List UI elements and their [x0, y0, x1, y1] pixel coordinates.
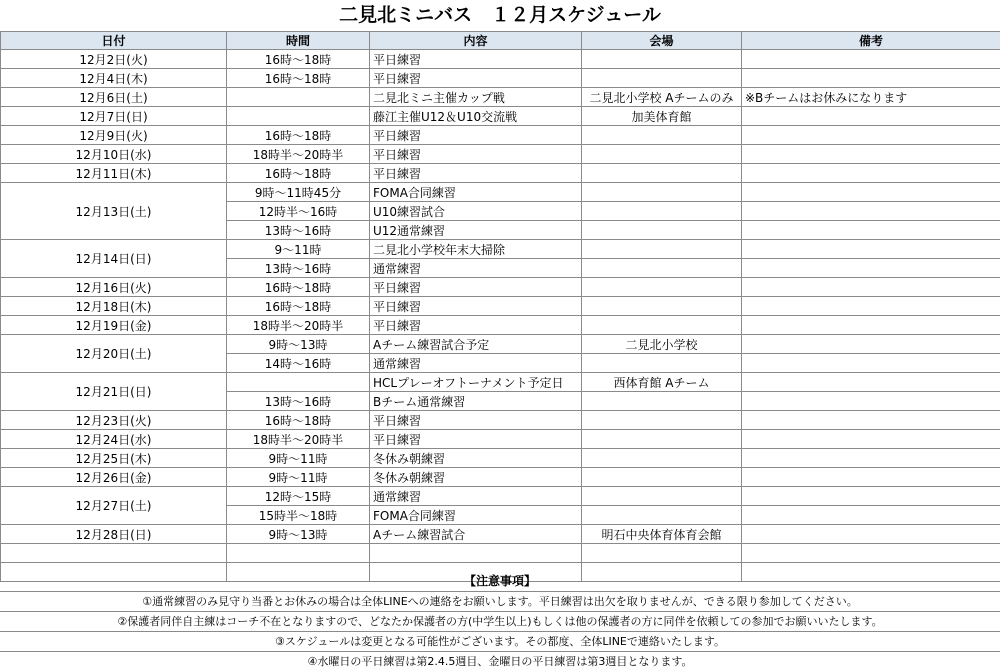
date-cell: 12月14日(日) — [1, 240, 227, 278]
content-cell: 平日練習 — [370, 430, 582, 449]
table-row — [1, 107, 1000, 126]
table-row — [1, 411, 1000, 430]
venue-cell: 西体育館 Aチーム — [582, 373, 742, 392]
time-cell — [227, 88, 370, 107]
content-cell: 平日練習 — [370, 297, 582, 316]
header-venue: 会場 — [582, 32, 742, 50]
time-cell: 9時～11時 — [227, 449, 370, 468]
venue-cell: 加美体育館 — [582, 107, 742, 126]
note-cell: ※Bチームはお休みになります — [742, 88, 1000, 107]
date-cell: 12月6日(土) — [1, 88, 227, 107]
table-row — [1, 373, 1000, 392]
content-cell: 平日練習 — [370, 69, 582, 88]
venue-cell — [582, 145, 742, 164]
note-item: ④水曜日の平日練習は第2.4.5週目、金曜日の平日練習は第3週目となります。 — [0, 651, 1000, 671]
venue-cell — [582, 50, 742, 69]
content-cell: Aチーム練習試合 — [370, 525, 582, 544]
header-content: 内容 — [370, 32, 582, 50]
notes-heading: 【注意事項】 — [0, 572, 1000, 591]
content-cell: FOMA合同練習 — [370, 506, 582, 525]
date-cell: 12月16日(火) — [1, 278, 227, 297]
content-cell: FOMA合同練習 — [370, 183, 582, 202]
date-cell: 12月20日(土) — [1, 335, 227, 373]
date-cell: 12月19日(金) — [1, 316, 227, 335]
time-cell: 9時～11時45分 — [227, 183, 370, 202]
time-cell: 16時～18時 — [227, 297, 370, 316]
venue-cell — [582, 278, 742, 297]
note-cell — [742, 297, 1000, 316]
venue-cell — [582, 449, 742, 468]
note-cell — [742, 50, 1000, 69]
date-cell: 12月18日(木) — [1, 297, 227, 316]
date-cell: 12月23日(火) — [1, 411, 227, 430]
content-cell: HCLプレーオフトーナメント予定日 — [370, 373, 582, 392]
empty-cell — [370, 544, 582, 563]
header-date: 日付 — [1, 32, 227, 50]
note-cell — [742, 354, 1000, 373]
content-cell: Aチーム練習試合予定 — [370, 335, 582, 354]
time-cell: 16時～18時 — [227, 126, 370, 145]
venue-cell — [582, 69, 742, 88]
time-cell: 15時半～18時 — [227, 506, 370, 525]
note-item: ①通常練習のみ見守り当番とお休みの場合は全体LINEへの連絡をお願いします。平日練習は出欠を取りませんが、できる限り参加してください。 — [0, 591, 1000, 611]
time-cell: 18時半～20時半 — [227, 430, 370, 449]
date-cell: 12月4日(木) — [1, 69, 227, 88]
note-cell — [742, 221, 1000, 240]
venue-cell — [582, 259, 742, 278]
table-row — [1, 183, 1000, 202]
content-cell: U10練習試合 — [370, 202, 582, 221]
venue-cell — [582, 183, 742, 202]
note-item: ③スケジュールは変更となる可能性がございます。その都度、全体LINEで連絡いたします。 — [0, 631, 1000, 651]
time-cell: 18時半～20時半 — [227, 316, 370, 335]
content-cell: 平日練習 — [370, 164, 582, 183]
time-cell: 16時～18時 — [227, 278, 370, 297]
table-row — [1, 240, 1000, 259]
date-cell: 12月10日(水) — [1, 145, 227, 164]
time-cell: 9時～11時 — [227, 468, 370, 487]
note-cell — [742, 506, 1000, 525]
content-cell: Bチーム通常練習 — [370, 392, 582, 411]
note-cell — [742, 335, 1000, 354]
time-cell: 12時～15時 — [227, 487, 370, 506]
time-cell — [227, 107, 370, 126]
time-cell: 9～11時 — [227, 240, 370, 259]
note-cell — [742, 164, 1000, 183]
table-row — [1, 335, 1000, 354]
venue-cell: 明石中央体育体育会館 — [582, 525, 742, 544]
venue-cell — [582, 468, 742, 487]
page-title: 二見北ミニバス １２月スケジュール — [0, 0, 1000, 30]
note-cell — [742, 183, 1000, 202]
notes-section — [0, 572, 1000, 671]
venue-cell — [582, 354, 742, 373]
table-row — [1, 278, 1000, 297]
empty-cell — [582, 544, 742, 563]
note-cell — [742, 373, 1000, 392]
content-cell: 平日練習 — [370, 316, 582, 335]
date-cell: 12月24日(水) — [1, 430, 227, 449]
table-row — [1, 468, 1000, 487]
table-row — [1, 145, 1000, 164]
time-cell: 13時～16時 — [227, 392, 370, 411]
header-row — [1, 32, 1000, 50]
date-cell: 12月2日(火) — [1, 50, 227, 69]
content-cell: 平日練習 — [370, 126, 582, 145]
content-cell: 冬休み朝練習 — [370, 449, 582, 468]
venue-cell — [582, 430, 742, 449]
content-cell: 平日練習 — [370, 411, 582, 430]
content-cell: 平日練習 — [370, 278, 582, 297]
note-item: ②保護者同伴自主練はコーチ不在となりますので、どなたか保護者の方(中学生以上)もしくは他の保護者の方に同伴を依頼しての参加でお願いいたします。 — [0, 611, 1000, 631]
table-row — [1, 449, 1000, 468]
note-cell — [742, 392, 1000, 411]
table-row — [1, 430, 1000, 449]
table-row — [1, 487, 1000, 506]
schedule-table — [0, 31, 1000, 582]
note-cell — [742, 468, 1000, 487]
note-cell — [742, 487, 1000, 506]
time-cell: 13時～16時 — [227, 259, 370, 278]
note-cell — [742, 525, 1000, 544]
date-cell: 12月21日(日) — [1, 373, 227, 411]
note-cell — [742, 69, 1000, 88]
venue-cell — [582, 221, 742, 240]
content-cell: 二見北小学校年末大掃除 — [370, 240, 582, 259]
note-cell — [742, 259, 1000, 278]
header-time: 時間 — [227, 32, 370, 50]
venue-cell — [582, 316, 742, 335]
header-note: 備考 — [742, 32, 1000, 50]
venue-cell — [582, 240, 742, 259]
venue-cell — [582, 126, 742, 145]
time-cell: 16時～18時 — [227, 50, 370, 69]
venue-cell: 二見北小学校 — [582, 335, 742, 354]
time-cell — [227, 373, 370, 392]
time-cell: 16時～18時 — [227, 164, 370, 183]
table-row — [1, 50, 1000, 69]
venue-cell — [582, 411, 742, 430]
table-row — [1, 164, 1000, 183]
date-cell: 12月27日(土) — [1, 487, 227, 525]
note-cell — [742, 126, 1000, 145]
date-cell: 12月9日(火) — [1, 126, 227, 145]
content-cell: 通常練習 — [370, 259, 582, 278]
time-cell: 12時半～16時 — [227, 202, 370, 221]
date-cell: 12月26日(金) — [1, 468, 227, 487]
time-cell: 16時～18時 — [227, 69, 370, 88]
note-cell — [742, 430, 1000, 449]
time-cell: 13時～16時 — [227, 221, 370, 240]
table-row — [1, 88, 1000, 107]
note-cell — [742, 316, 1000, 335]
date-cell: 12月25日(木) — [1, 449, 227, 468]
table-row — [1, 525, 1000, 544]
time-cell: 9時～13時 — [227, 525, 370, 544]
date-cell: 12月13日(土) — [1, 183, 227, 240]
empty-cell — [227, 544, 370, 563]
venue-cell — [582, 392, 742, 411]
venue-cell — [582, 487, 742, 506]
content-cell: U12通常練習 — [370, 221, 582, 240]
table-row — [1, 297, 1000, 316]
empty-cell — [1, 544, 227, 563]
note-cell — [742, 107, 1000, 126]
date-cell: 12月28日(日) — [1, 525, 227, 544]
date-cell: 12月11日(木) — [1, 164, 227, 183]
empty-row — [1, 544, 1000, 563]
note-cell — [742, 278, 1000, 297]
date-cell: 12月7日(日) — [1, 107, 227, 126]
venue-cell — [582, 164, 742, 183]
note-cell — [742, 449, 1000, 468]
time-cell: 16時～18時 — [227, 411, 370, 430]
empty-cell — [742, 544, 1000, 563]
table-row — [1, 316, 1000, 335]
time-cell: 14時～16時 — [227, 354, 370, 373]
note-cell — [742, 145, 1000, 164]
content-cell: 平日練習 — [370, 50, 582, 69]
content-cell: 通常練習 — [370, 354, 582, 373]
venue-cell — [582, 506, 742, 525]
note-cell — [742, 411, 1000, 430]
content-cell: 平日練習 — [370, 145, 582, 164]
content-cell: 通常練習 — [370, 487, 582, 506]
venue-cell — [582, 297, 742, 316]
content-cell: 藤江主催U12＆U10交流戦 — [370, 107, 582, 126]
venue-cell — [582, 202, 742, 221]
table-row — [1, 69, 1000, 88]
note-cell — [742, 202, 1000, 221]
content-cell: 冬休み朝練習 — [370, 468, 582, 487]
venue-cell: 二見北小学校 Aチームのみ — [582, 88, 742, 107]
time-cell: 9時～13時 — [227, 335, 370, 354]
time-cell: 18時半～20時半 — [227, 145, 370, 164]
content-cell: 二見北ミニ主催カップ戦 — [370, 88, 582, 107]
table-row — [1, 126, 1000, 145]
note-cell — [742, 240, 1000, 259]
